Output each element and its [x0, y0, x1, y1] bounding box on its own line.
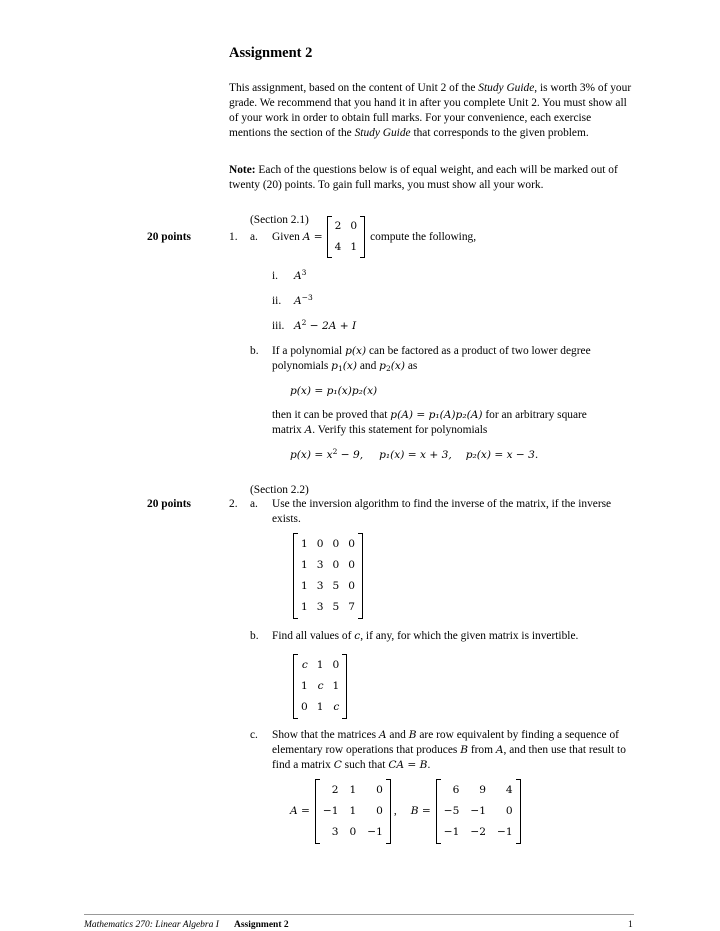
- matrix-cell: 4: [505, 784, 513, 796]
- q2-section-ref: (Section 2.2): [250, 484, 309, 496]
- q1b-text-1: [272, 344, 618, 374]
- q2c-t3: , and then use that result to find a matrix: [272, 744, 626, 771]
- q1b-label: b.: [250, 345, 259, 357]
- q2c-matrix-a: [315, 779, 391, 844]
- note-text: Each of the questions below is of equal weight, and each will be marked out of twenty (20) points. To gain full marks, you must show all your work.: [229, 164, 618, 191]
- q1-section-ref: (Section 2.1): [250, 214, 309, 226]
- q2c-and: and: [386, 729, 409, 741]
- q2a-label: a.: [250, 498, 258, 510]
- matrix-cell: c: [333, 701, 340, 713]
- q2c-CA: CA = B: [388, 759, 428, 771]
- q1a-given-text: Given: [272, 230, 300, 243]
- q1b-t3: then it can be proved that: [272, 409, 391, 421]
- expr-base: A: [294, 320, 302, 332]
- q1b-t2: can be factored as a product of two lower degree polynomials: [272, 345, 591, 372]
- footer-course: Mathematics 270: Linear Algebra I: [84, 920, 219, 930]
- q1a-label: a.: [250, 231, 258, 243]
- q1b-pA: p(A) = p₁(A)p₂(A): [390, 409, 483, 421]
- matrix-cell: 3: [316, 559, 324, 571]
- q2b-t2: , if any, for which the given matrix is invertible.: [360, 630, 579, 642]
- matrix-cell: 0: [348, 559, 355, 571]
- footer-page-number: 1: [628, 920, 633, 930]
- p-arg: (x): [342, 360, 357, 372]
- q2c-a-eq: A =: [290, 805, 310, 817]
- matrix-cell: −1: [470, 805, 487, 817]
- intro-paragraph: [229, 81, 635, 141]
- matrix-cell: 0: [348, 580, 355, 592]
- q2c-B2: B: [460, 744, 468, 756]
- intro-text-2: , is worth 3% of your grade. We recommend that you hand it in after you complete Unit 2. You must show all of your work in order to obtain full marks. For your convenience, each exercise mentions the section of the: [229, 82, 632, 139]
- matrix-cell: 0: [332, 559, 340, 571]
- matrix-cell: 0: [376, 805, 383, 817]
- q1a-item-iii-expr: [294, 319, 356, 334]
- matrix-cell: 0: [350, 220, 358, 232]
- q2c-A2: A: [495, 744, 504, 756]
- matrix-cell: 1: [301, 559, 308, 571]
- q2a-matrix: [293, 533, 363, 619]
- matrix-cell: 1: [301, 538, 308, 550]
- q1b-px: p(x): [345, 345, 367, 357]
- q2b-label: b.: [250, 630, 259, 642]
- q2a-matrix-wrap: [293, 533, 363, 619]
- matrix-cell: 5: [332, 580, 340, 592]
- q2c-matrix-b: [436, 779, 521, 844]
- q2b-c: c: [354, 630, 361, 642]
- q1b-p2x: [379, 360, 405, 372]
- expr-base: A: [294, 270, 302, 282]
- q2c-t2: are row equivalent by finding a sequence of elementary row operations that produces: [272, 729, 619, 756]
- eq2-part-b: − 9,: [337, 449, 364, 461]
- matrix-cell: 1: [350, 241, 358, 253]
- q1b-t5: . Verify this statement for polynomials: [312, 424, 488, 436]
- matrix-cell: 3: [316, 601, 324, 613]
- intro-text-1: This assignment, based on the content of Unit 2 of the: [229, 82, 479, 94]
- q2c-label: c.: [250, 729, 258, 741]
- matrix-cell: 9: [479, 784, 487, 796]
- matrix-cell: −2: [470, 826, 487, 838]
- footer-title: Assignment 2: [234, 920, 289, 930]
- matrix-cell: 7: [348, 601, 355, 613]
- q2c-from: from: [468, 744, 496, 756]
- matrix-cell: 1: [349, 805, 357, 817]
- p-arg: (x): [390, 360, 405, 372]
- matrix-cell: 2: [334, 220, 342, 232]
- matrix-cell: 0: [348, 538, 355, 550]
- q2c-t4: such that: [341, 759, 389, 771]
- subscript-1: 1: [337, 364, 343, 373]
- matrix-cell: −1: [497, 826, 513, 838]
- q1b-equation-1: p(x) = p₁(x)p₂(x): [290, 385, 378, 397]
- expr-sup: −3: [301, 293, 313, 302]
- p-letter: p: [331, 360, 338, 372]
- matrix-cell: c: [301, 659, 308, 671]
- eq2-part-a: p(x) = x: [290, 449, 333, 461]
- matrix-cell: −1: [367, 826, 383, 838]
- q1a-matrix: [327, 216, 366, 258]
- q2c-B: B: [408, 729, 417, 741]
- q2-number: 2.: [229, 498, 238, 510]
- expr-rest: − 2A + I: [306, 320, 357, 332]
- q1b-as: as: [404, 360, 418, 372]
- q2c-b-eq: B =: [410, 805, 431, 817]
- q1b-t4: for an arbitrary square matrix: [272, 409, 587, 436]
- note-paragraph: [229, 163, 635, 193]
- matrix-cell: 1: [301, 680, 308, 692]
- matrix-cell: 0: [349, 826, 357, 838]
- intro-text-3: that corresponds to the given problem.: [410, 127, 589, 139]
- expr-sup: 2: [301, 318, 307, 327]
- p-letter: p: [379, 360, 386, 372]
- matrix-cell: 0: [316, 538, 324, 550]
- q1a-item-ii-expr: [294, 294, 313, 309]
- subscript-2: 2: [385, 364, 391, 373]
- study-guide-ref-1: Study Guide: [478, 82, 535, 94]
- matrix-cell: −5: [443, 805, 460, 817]
- q1a-after-text: compute the following,: [370, 230, 477, 243]
- q2b-matrix: [293, 654, 347, 719]
- q2c-C: C: [333, 759, 342, 771]
- matrix-cell: 5: [332, 601, 340, 613]
- q1a-item-iii-label: iii.: [272, 320, 285, 332]
- matrix-cell: 0: [332, 659, 340, 671]
- matrix-cell: 6: [452, 784, 460, 796]
- q1b-equation-2: [290, 448, 538, 463]
- matrix-cell: 4: [334, 241, 342, 253]
- eq2-part-d: p₂(x) = x − 3.: [465, 449, 539, 461]
- note-label: Note:: [229, 164, 256, 176]
- expr-base: A: [294, 295, 302, 307]
- q2b-matrix-wrap: [293, 654, 347, 719]
- matrix-cell: 1: [316, 659, 324, 671]
- matrix-cell: 0: [301, 701, 308, 713]
- eq2-sup: 2: [332, 447, 338, 456]
- q2-points: 20 points: [147, 498, 191, 510]
- q1b-and: and: [357, 360, 380, 372]
- q1a-item-i-expr: [294, 269, 306, 284]
- matrix-cell: 3: [331, 826, 339, 838]
- matrix-cell: 3: [316, 580, 324, 592]
- matrix-cell: −1: [322, 805, 339, 817]
- footer-divider: [84, 914, 634, 915]
- matrix-cell: 0: [505, 805, 513, 817]
- q1b-text-2: [272, 408, 618, 438]
- q1a-eq-a: A =: [302, 230, 323, 243]
- q2c-t1: Show that the matrices: [272, 729, 379, 741]
- q2c-matrices: [290, 779, 521, 844]
- matrix-cell: 0: [376, 784, 383, 796]
- study-guide-ref-2: Study Guide: [354, 127, 411, 139]
- matrix-cell: 1: [301, 601, 308, 613]
- q1b-t1: If a polynomial: [272, 345, 346, 357]
- q2c-A: A: [378, 729, 387, 741]
- matrix-cell: 1: [301, 580, 308, 592]
- matrix-cell: c: [317, 680, 324, 692]
- matrix-cell: 1: [316, 701, 324, 713]
- q1-number: 1.: [229, 231, 238, 243]
- q1b-p1x: [331, 360, 357, 372]
- q2c-period: .: [427, 759, 431, 771]
- q1a-statement: [272, 216, 476, 258]
- q2b-t1: Find all values of: [272, 630, 355, 642]
- matrix-cell: 1: [332, 680, 340, 692]
- page-title: Assignment 2: [229, 45, 313, 61]
- matrix-cell: 1: [349, 784, 357, 796]
- q2b-text: [272, 629, 578, 644]
- q2c-text: [272, 728, 634, 773]
- eq2-part-c: p₁(x) = x + 3,: [379, 449, 452, 461]
- q1a-item-ii-label: ii.: [272, 295, 282, 307]
- expr-sup: 3: [301, 268, 307, 277]
- q2c-comma: ,: [393, 805, 397, 817]
- matrix-cell: 0: [332, 538, 340, 550]
- matrix-cell: 2: [331, 784, 339, 796]
- q1-points: 20 points: [147, 231, 191, 243]
- q1b-A: A: [304, 424, 313, 436]
- q2a-text: Use the inversion algorithm to find the inverse of the matrix, if the inverse exists.: [272, 498, 612, 525]
- matrix-cell: −1: [443, 826, 460, 838]
- q1a-item-i-label: i.: [272, 270, 279, 282]
